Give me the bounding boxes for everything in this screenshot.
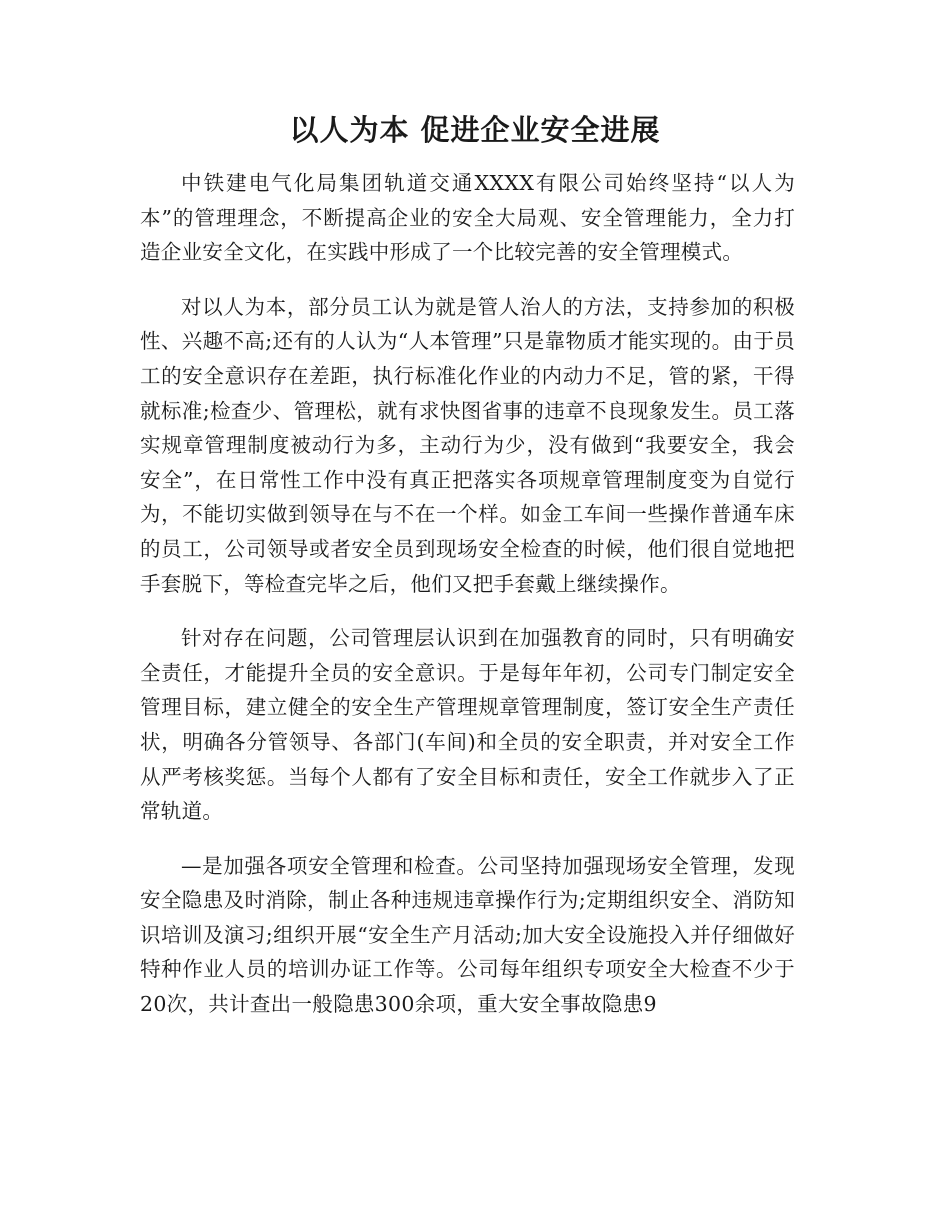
- paragraph-4: —是加强各项安全管理和检查。公司坚持加强现场安全管理，发现安全隐患及时消除，制止各种违规违章操作行为;定期组织安全、消防知识培训及演习;组织开展“安全生产月活动;加大安全设施投入并仔细做好特种作业人员的培训办证工作等。公司每年组织专项安全大检查不少于20次，共计查出一般隐患300余项，重大安全事故隐患9: [140, 853, 795, 1017]
- paragraph-1: 中铁建电气化局集团轨道交通XXXX有限公司始终坚持“以人为本”的管理理念，不断提高企业的安全大局观、安全管理能力，全力打造企业安全文化，在实践中形成了一个比较完善的安全管理模式。: [140, 171, 795, 265]
- document-body: [140, 166, 795, 1042]
- paragraph-2: 对以人为本，部分员工认为就是管人治人的方法，支持参加的积极性、兴趣不高;还有的人认为“人本管理”只是靠物质才能实现的。由于员工的安全意识存在差距，执行标准化作业的内动力不足，管的紧，干得就标准;检查少、管理松，就有求快图省事的违章不良现象发生。员工落实规章管理制度被动行为多，主动行为少，没有做到“我要安全，我会安全”，在日常性工作中没有真正把落实各项规章管理制度变为自觉行为，不能切实做到领导在与不在一个样。如金工车间一些操作普通车床的员工，公司领导或者安全员到现场安全检查的时候，他们很自觉地把手套脱下，等检查完毕之后，他们又把手套戴上继续操作。: [140, 294, 795, 596]
- document-title: 以人为本 促进企业安全进展: [289, 113, 661, 147]
- paragraph-3: 针对存在问题，公司管理层认识到在加强教育的同时，只有明确安全责任，才能提升全员的安全意识。于是每年年初，公司专门制定安全管理目标，建立健全的安全生产管理规章管理制度，签订安全生产责任状，明确各分管领导、各部门(车间)和全员的安全职责，并对安全工作从严考核奖惩。当每个人都有了安全目标和责任，安全工作就步入了正常轨道。: [140, 626, 795, 824]
